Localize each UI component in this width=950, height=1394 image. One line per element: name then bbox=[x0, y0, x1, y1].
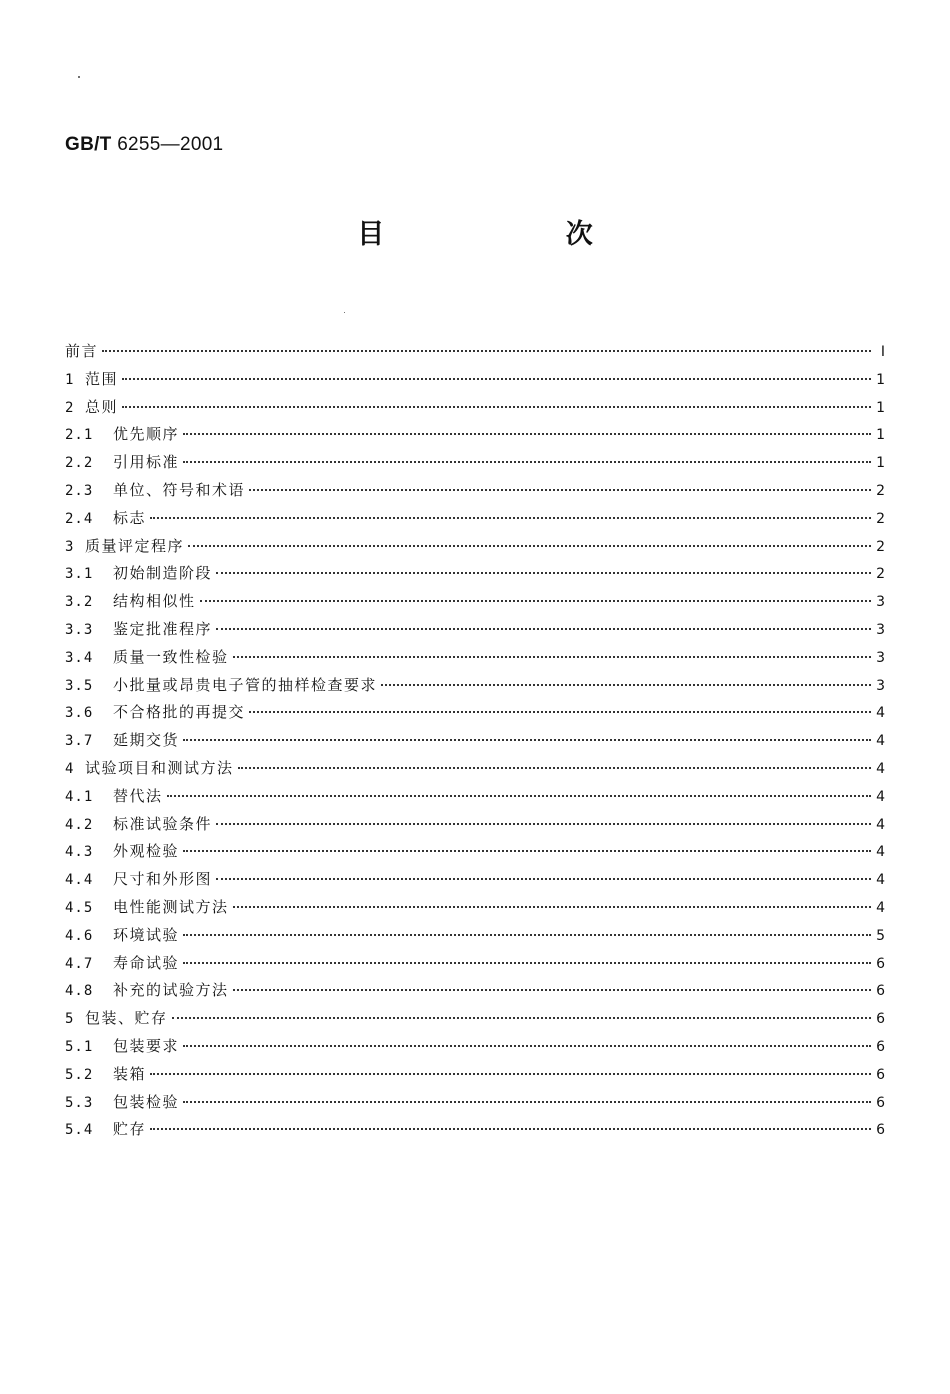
toc-entry-number: 4 bbox=[65, 760, 75, 777]
toc-entry-title: 结构相似性 bbox=[113, 592, 196, 611]
toc-entry-number: 5.4 bbox=[65, 1122, 94, 1139]
toc-entry-number: 2 bbox=[65, 399, 75, 416]
toc-entry-title: 引用标准 bbox=[113, 453, 180, 472]
toc-entry-title: 范围 bbox=[85, 369, 119, 388]
toc-entry-page: 3 bbox=[876, 677, 885, 694]
toc-entry-title: 补充的试验方法 bbox=[113, 981, 229, 1000]
toc-leader-dots bbox=[167, 795, 871, 797]
toc-entry[interactable] bbox=[65, 840, 885, 868]
toc-entry-title: 总则 bbox=[85, 397, 119, 416]
toc-entry-title: 初始制造阶段 bbox=[113, 564, 213, 583]
scan-speck bbox=[78, 76, 80, 78]
toc-entry-page: 4 bbox=[876, 705, 885, 722]
toc-entry[interactable] bbox=[65, 618, 885, 646]
toc-entry-number: 4.6 bbox=[65, 927, 94, 944]
toc-leader-dots bbox=[102, 350, 871, 352]
standard-code: 6255—2001 bbox=[117, 134, 224, 155]
toc-entry-number: 4.2 bbox=[65, 816, 94, 833]
toc-leader-dots bbox=[122, 378, 871, 380]
toc-entry-number: 3.4 bbox=[65, 649, 94, 666]
toc-entry[interactable] bbox=[65, 813, 885, 841]
toc-entry-title: 质量一致性检验 bbox=[113, 647, 229, 666]
toc-entry-title: 优先顺序 bbox=[113, 425, 180, 444]
toc-entry-title: 试验项目和测试方法 bbox=[85, 758, 234, 777]
toc-entry-number: 5.3 bbox=[65, 1094, 94, 1111]
toc-entry-number: 4.8 bbox=[65, 983, 94, 1000]
toc-entry-number: 2.3 bbox=[65, 482, 94, 499]
toc-entry-page: 6 bbox=[876, 1011, 885, 1028]
toc-entry-number: 3.3 bbox=[65, 621, 94, 638]
toc-entry-title: 标准试验条件 bbox=[113, 814, 213, 833]
toc-entry[interactable] bbox=[65, 340, 885, 368]
toc-entry-page: 3 bbox=[876, 594, 885, 611]
toc-leader-dots bbox=[150, 517, 871, 519]
toc-entry-title: 替代法 bbox=[113, 786, 163, 805]
toc-leader-dots bbox=[150, 1128, 871, 1130]
toc-entry[interactable] bbox=[65, 785, 885, 813]
toc-entry[interactable] bbox=[65, 646, 885, 674]
page-title: 目 次 bbox=[357, 219, 679, 250]
toc-leader-dots bbox=[122, 406, 871, 408]
toc-entry-title: 质量评定程序 bbox=[85, 536, 185, 555]
toc-entry[interactable] bbox=[65, 479, 885, 507]
toc-leader-dots bbox=[249, 711, 871, 713]
toc-entry-title: 环境试验 bbox=[113, 925, 180, 944]
toc-leader-dots bbox=[183, 1101, 871, 1103]
toc-entry-title: 外观检验 bbox=[113, 842, 180, 861]
toc-entry-title: 贮存 bbox=[113, 1120, 147, 1139]
toc-entry[interactable] bbox=[65, 1063, 885, 1091]
toc-entry-number: 3.1 bbox=[65, 566, 94, 583]
toc-leader-dots bbox=[172, 1017, 871, 1019]
toc-leader-dots bbox=[188, 545, 871, 547]
toc-entry[interactable] bbox=[65, 562, 885, 590]
toc-entry-number: 4.7 bbox=[65, 955, 94, 972]
toc-entry-page: 6 bbox=[876, 983, 885, 1000]
toc-leader-dots bbox=[381, 684, 871, 686]
toc-entry[interactable] bbox=[65, 451, 885, 479]
table-of-contents bbox=[65, 340, 885, 1146]
toc-entry-title: 包装检验 bbox=[113, 1092, 180, 1111]
toc-entry-number: 2.2 bbox=[65, 455, 94, 472]
toc-entry-page: I bbox=[880, 344, 885, 360]
toc-entry-page: 3 bbox=[876, 649, 885, 666]
toc-entry-title: 电性能测试方法 bbox=[113, 897, 229, 916]
toc-entry-page: 3 bbox=[876, 621, 885, 638]
toc-entry[interactable] bbox=[65, 396, 885, 424]
toc-entry[interactable] bbox=[65, 423, 885, 451]
toc-entry[interactable] bbox=[65, 1118, 885, 1146]
toc-entry[interactable] bbox=[65, 701, 885, 729]
toc-entry-page: 4 bbox=[876, 760, 885, 777]
toc-leader-dots bbox=[249, 489, 871, 491]
toc-entry-number: 1 bbox=[65, 371, 75, 388]
toc-entry-title: 鉴定批准程序 bbox=[113, 619, 213, 638]
toc-entry-title: 尺寸和外形图 bbox=[113, 870, 213, 889]
toc-entry-number: 3.5 bbox=[65, 677, 94, 694]
toc-entry[interactable] bbox=[65, 1007, 885, 1035]
toc-entry-title: 延期交货 bbox=[113, 731, 180, 750]
toc-leader-dots bbox=[233, 906, 871, 908]
toc-entry-number: 2.4 bbox=[65, 510, 94, 527]
toc-leader-dots bbox=[238, 767, 871, 769]
standard-prefix: GB/T bbox=[65, 134, 112, 155]
toc-entry-title: 装箱 bbox=[113, 1064, 147, 1083]
toc-entry[interactable] bbox=[65, 507, 885, 535]
toc-entry-number: 4.5 bbox=[65, 899, 94, 916]
toc-entry[interactable] bbox=[65, 896, 885, 924]
toc-entry-number: 2.1 bbox=[65, 427, 94, 444]
toc-entry-number: 5 bbox=[65, 1011, 75, 1028]
toc-entry-page: 1 bbox=[876, 399, 885, 416]
toc-entry-number: 3.2 bbox=[65, 594, 94, 611]
toc-leader-dots bbox=[233, 989, 871, 991]
toc-leader-dots bbox=[216, 878, 871, 880]
toc-entry-page: 6 bbox=[876, 1038, 885, 1055]
toc-entry-number: 3.7 bbox=[65, 733, 94, 750]
toc-entry-page: 2 bbox=[876, 482, 885, 499]
toc-entry-page: 6 bbox=[876, 955, 885, 972]
toc-entry[interactable] bbox=[65, 674, 885, 702]
toc-entry-page: 4 bbox=[876, 872, 885, 889]
toc-entry[interactable] bbox=[65, 729, 885, 757]
toc-entry-number: 5.1 bbox=[65, 1038, 94, 1055]
toc-entry-page: 6 bbox=[876, 1094, 885, 1111]
toc-entry-number: 3.6 bbox=[65, 705, 94, 722]
toc-entry-page: 2 bbox=[876, 566, 885, 583]
toc-leader-dots bbox=[200, 600, 871, 602]
toc-entry-page: 1 bbox=[876, 371, 885, 388]
toc-entry-page: 4 bbox=[876, 816, 885, 833]
toc-entry-page: 6 bbox=[876, 1066, 885, 1083]
toc-entry-number: 5.2 bbox=[65, 1066, 94, 1083]
toc-leader-dots bbox=[150, 1073, 871, 1075]
toc-entry[interactable] bbox=[65, 952, 885, 980]
toc-entry-title: 包装要求 bbox=[113, 1036, 180, 1055]
toc-entry-title: 单位、符号和术语 bbox=[113, 480, 246, 499]
toc-entry[interactable] bbox=[65, 1035, 885, 1063]
toc-leader-dots bbox=[183, 850, 871, 852]
toc-entry-page: 6 bbox=[876, 1122, 885, 1139]
toc-entry[interactable] bbox=[65, 1091, 885, 1119]
toc-entry-title: 标志 bbox=[113, 508, 147, 527]
toc-entry-page: 4 bbox=[876, 733, 885, 750]
toc-entry-page: 4 bbox=[876, 899, 885, 916]
toc-entry[interactable] bbox=[65, 757, 885, 785]
scan-speck bbox=[344, 312, 345, 313]
toc-leader-dots bbox=[183, 1045, 871, 1047]
toc-leader-dots bbox=[183, 433, 871, 435]
toc-entry-page: 4 bbox=[876, 788, 885, 805]
toc-entry-number: 4.4 bbox=[65, 872, 94, 889]
toc-leader-dots bbox=[216, 572, 871, 574]
toc-entry[interactable] bbox=[65, 924, 885, 952]
toc-entry-title: 寿命试验 bbox=[113, 953, 180, 972]
toc-entry-title: 小批量或昂贵电子管的抽样检查要求 bbox=[113, 675, 378, 694]
toc-entry-page: 1 bbox=[876, 455, 885, 472]
toc-leader-dots bbox=[183, 962, 871, 964]
toc-leader-dots bbox=[183, 739, 871, 741]
toc-leader-dots bbox=[183, 934, 871, 936]
toc-entry-title: 包装、贮存 bbox=[85, 1009, 168, 1028]
toc-entry-page: 4 bbox=[876, 844, 885, 861]
toc-leader-dots bbox=[216, 823, 871, 825]
toc-entry-page: 2 bbox=[876, 510, 885, 527]
toc-entry-title: 不合格批的再提交 bbox=[113, 703, 246, 722]
toc-entry[interactable] bbox=[65, 590, 885, 618]
toc-entry[interactable] bbox=[65, 868, 885, 896]
toc-entry[interactable] bbox=[65, 979, 885, 1007]
toc-leader-dots bbox=[233, 656, 871, 658]
toc-leader-dots bbox=[183, 461, 871, 463]
toc-entry[interactable] bbox=[65, 535, 885, 563]
toc-entry-page: 2 bbox=[876, 538, 885, 555]
toc-entry[interactable] bbox=[65, 368, 885, 396]
toc-entry-number: 3 bbox=[65, 538, 75, 555]
toc-entry-page: 1 bbox=[876, 427, 885, 444]
toc-leader-dots bbox=[216, 628, 871, 630]
toc-entry-page: 5 bbox=[876, 927, 885, 944]
standard-number bbox=[65, 134, 223, 156]
toc-entry-number: 4.3 bbox=[65, 844, 94, 861]
toc-entry-title: 前言 bbox=[65, 342, 99, 360]
toc-entry-number: 4.1 bbox=[65, 788, 94, 805]
